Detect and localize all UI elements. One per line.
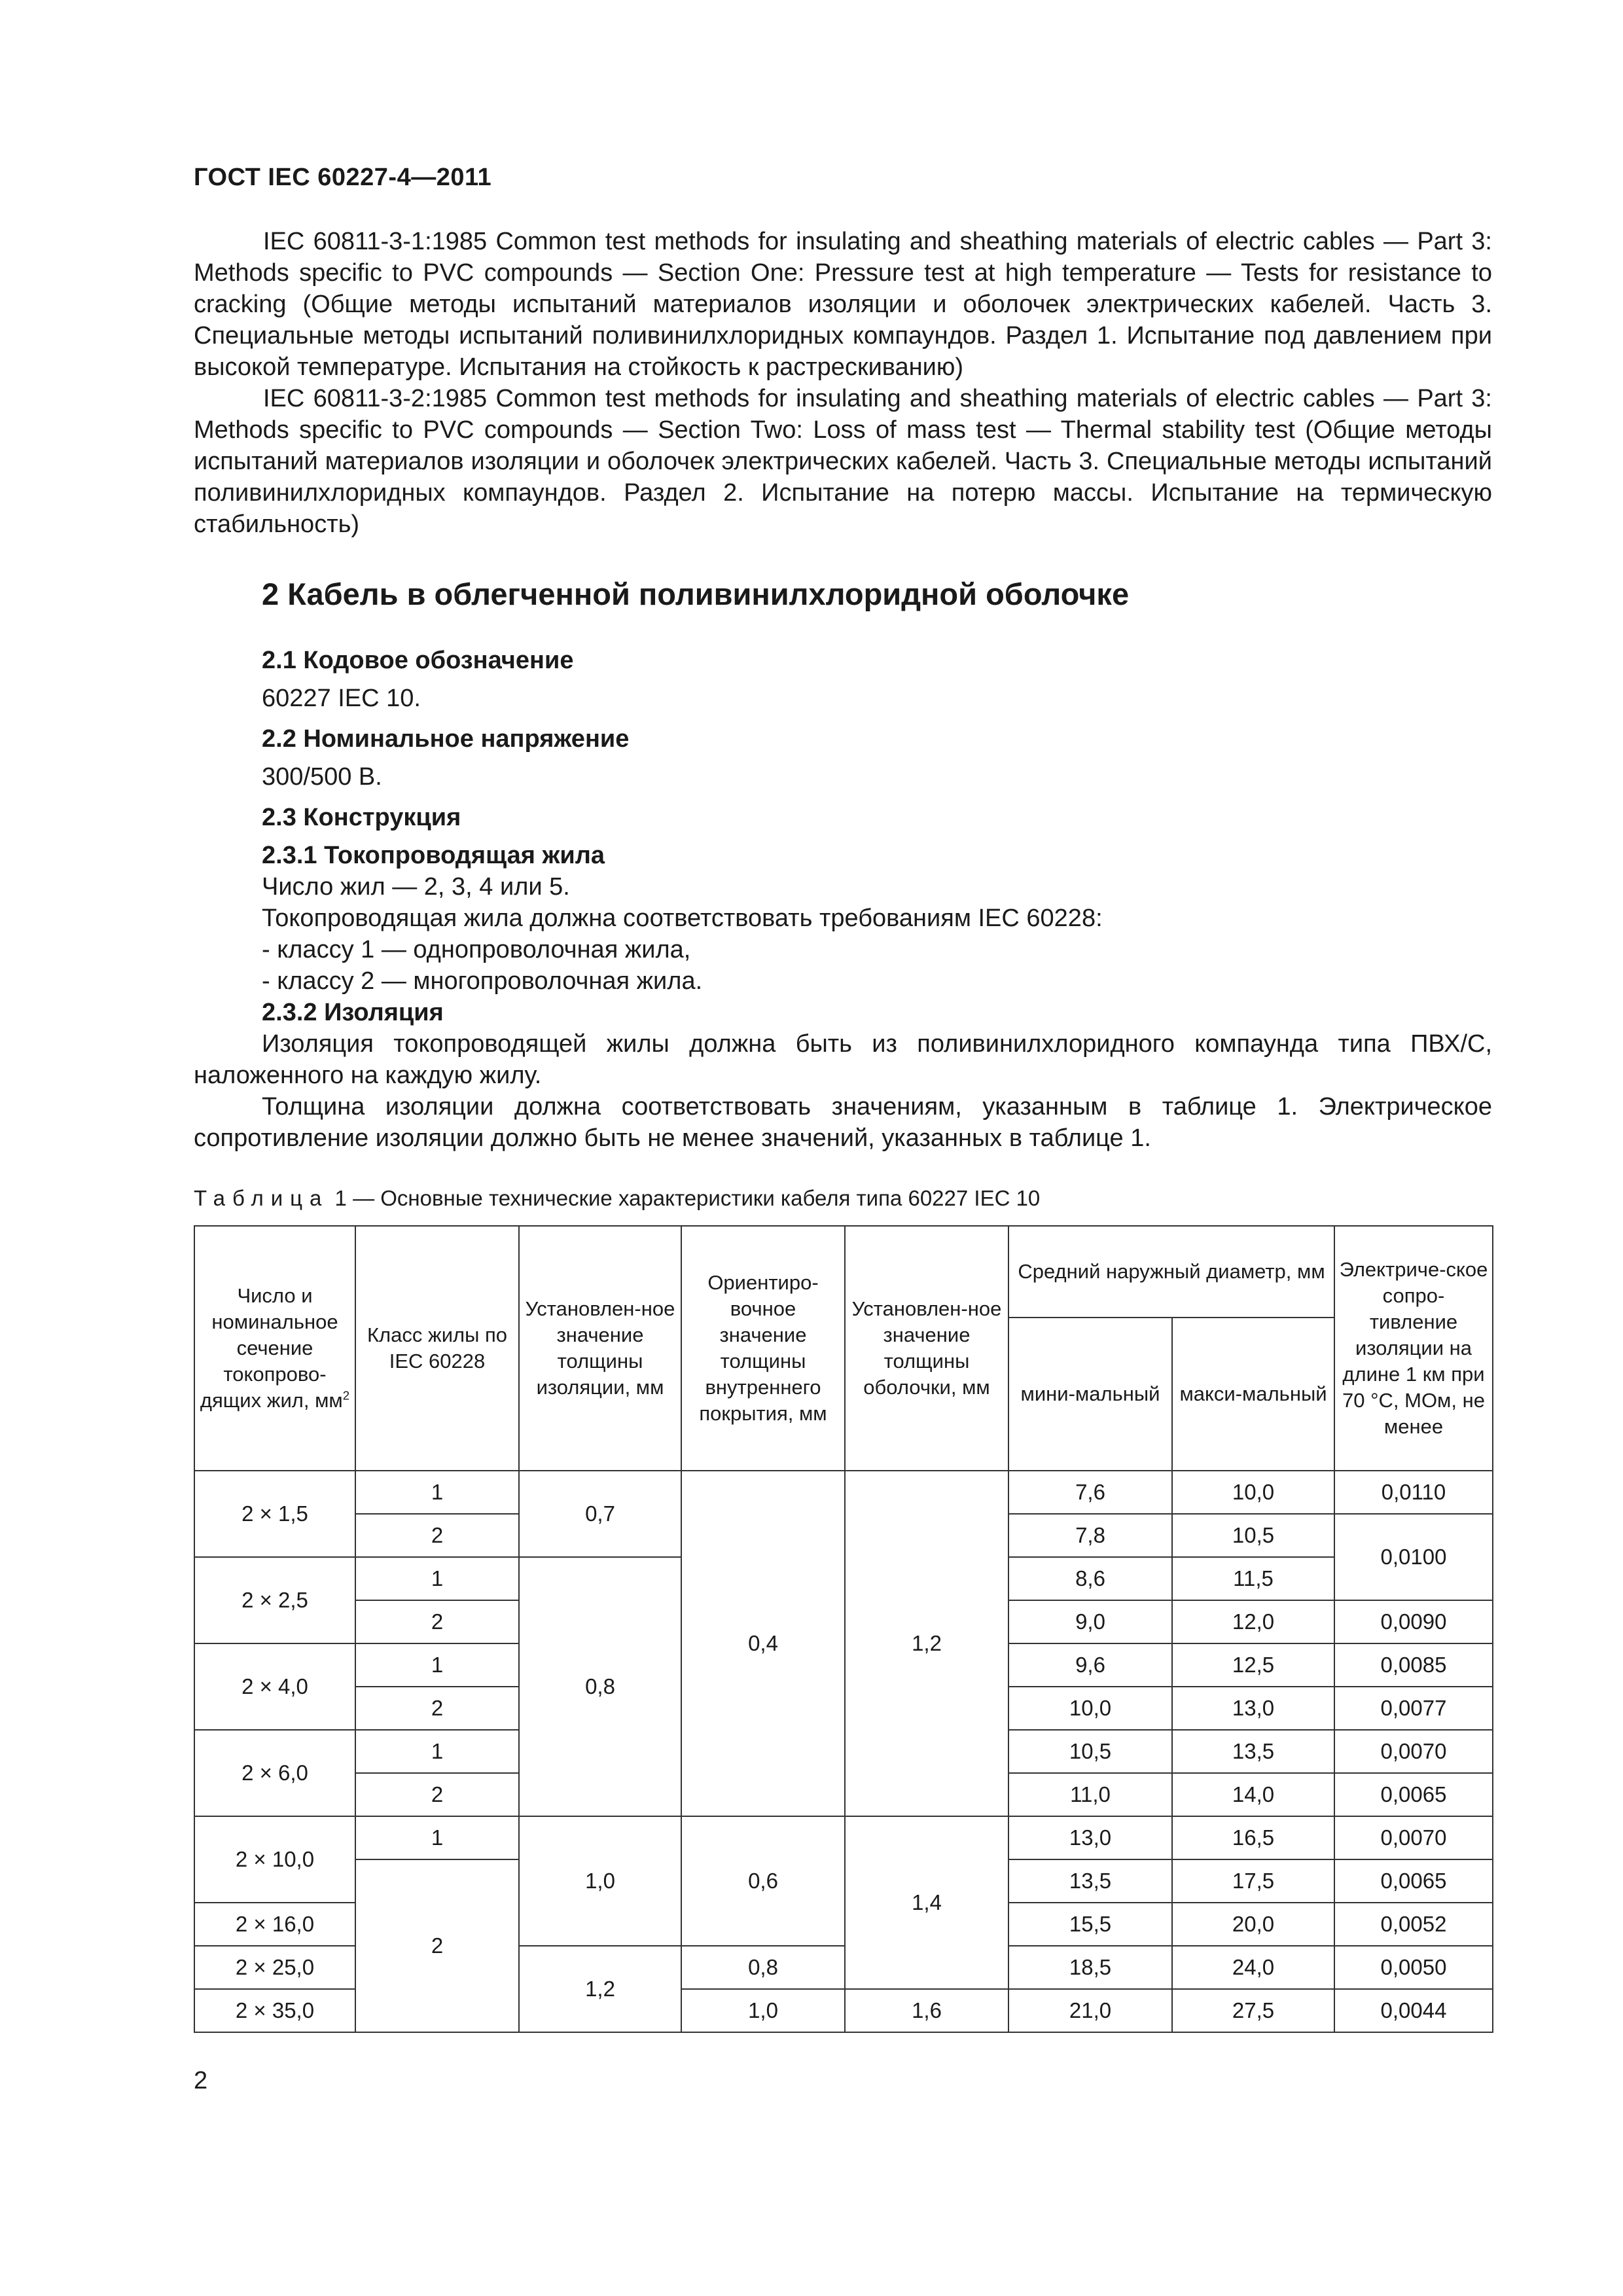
table-cell: 0,7 [519, 1471, 681, 1557]
table-cell: 1,4 [845, 1816, 1008, 1989]
paragraph: Толщина изоляции должна соответствовать значениям, указанным в таблице 1. Электрическое сопротивление изоляции должно быть не менее значений, указанных в таблице 1. [194, 1093, 1492, 1152]
table-cell: 24,0 [1172, 1946, 1334, 1989]
subsection-text: 300/500 В. [262, 763, 382, 791]
table-cell: 2 [355, 1514, 519, 1557]
document-header: ГОСТ IEC 60227-4—2011 [194, 164, 492, 191]
subsection-text: 60227 IEC 10. [262, 685, 421, 712]
subsection-heading: 2.3.1 Токопроводящая жила [262, 842, 605, 869]
table-cell: 0,0065 [1334, 1773, 1493, 1816]
table-cell: 10,0 [1008, 1687, 1172, 1730]
header-cell: Класс жилы по IEC 60228 [355, 1226, 519, 1471]
table-cell: 13,5 [1172, 1730, 1334, 1773]
table-cell: 0,8 [519, 1557, 681, 1816]
table-cell: 2 × 16,0 [194, 1903, 355, 1946]
header-superscript: 2 [342, 1388, 350, 1403]
table-cell: 11,0 [1008, 1773, 1172, 1816]
spec-table [194, 1225, 1493, 2033]
header-cell: мини-мальный [1008, 1318, 1172, 1471]
table-cell: 21,0 [1008, 1989, 1172, 2032]
table-cell: 0,0070 [1334, 1730, 1493, 1773]
header-cell: Установлен-ное значение толщины оболочки, мм [845, 1226, 1008, 1471]
table-cell: 9,6 [1008, 1643, 1172, 1687]
reference-item: IEC 60811-3-1:1985 Common test methods for insulating and sheathing materials of electric cables — Part 3: Methods specific to PVC compounds — Section One: Pressure test at high temperature — Tests for resistance to cracking (Общие методы испытаний материалов изоляции и оболочек электрических кабелей. Часть 3. Специальные методы испытаний поливинилхлоридных компаундов. Раздел 1. Испытание под давлением при высокой температуре. Испытания на стойкость к растрескиванию) [194, 228, 1492, 381]
table-cell: 7,6 [1008, 1471, 1172, 1514]
table-cell: 20,0 [1172, 1903, 1334, 1946]
table-cell: 1,2 [519, 1946, 681, 2032]
subsection-text: Токопроводящая жила должна соответствовать требованиям IEC 60228: [262, 905, 1103, 932]
table-cell: 17,5 [1172, 1859, 1334, 1903]
table-cell: 11,5 [1172, 1557, 1334, 1600]
table-caption-text: 1 — Основные технические характеристики кабеля типа 60227 IEC 10 [329, 1186, 1041, 1210]
table-cell: 14,0 [1172, 1773, 1334, 1816]
table-cell: 0,0085 [1334, 1643, 1493, 1687]
table-cell: 1,0 [681, 1989, 845, 2032]
table-cell: 13,0 [1008, 1816, 1172, 1859]
subsection-heading: 2.1 Кодовое обозначение [262, 647, 574, 674]
table-cell: 10,5 [1008, 1730, 1172, 1773]
table-cell: 0,0044 [1334, 1989, 1493, 2032]
table-row [194, 1471, 1493, 1514]
table-cell: 0,8 [681, 1946, 845, 1989]
section-content [194, 645, 1492, 1154]
table-cell: 2 [355, 1687, 519, 1730]
table-cell: 2 × 25,0 [194, 1946, 355, 1989]
table-cell: 15,5 [1008, 1903, 1172, 1946]
header-cell [194, 1226, 355, 1471]
header-cell: Средний наружный диаметр, мм [1008, 1226, 1334, 1318]
table-cell: 18,5 [1008, 1946, 1172, 1989]
subsection-heading: 2.2 Номинальное напряжение [262, 725, 630, 753]
table-cell: 0,0050 [1334, 1946, 1493, 1989]
table-cell: 13,0 [1172, 1687, 1334, 1730]
table-cell: 1,6 [845, 1989, 1008, 2032]
header-cell: макси-мальный [1172, 1318, 1334, 1471]
table-cell: 1 [355, 1643, 519, 1687]
header-text: Число и номинальное сечение токопрово-дящих жил, мм [200, 1284, 343, 1412]
table-cell: 8,6 [1008, 1557, 1172, 1600]
list-item: - классу 1 — однопроволочная жила, [262, 936, 691, 963]
table-cell: 1 [355, 1816, 519, 1859]
table-cell: 1,0 [519, 1816, 681, 1946]
table-cell: 2 × 2,5 [194, 1557, 355, 1643]
section-title: 2 Кабель в облегченной поливинилхлоридной оболочке [262, 577, 1130, 611]
subsection-heading: 2.3.2 Изоляция [262, 999, 444, 1026]
paragraph: Изоляция токопроводящей жилы должна быть из поливинилхлоридного компаунда типа ПВХ/С, наложенного на каждую жилу. [194, 1030, 1492, 1089]
normative-references [194, 226, 1492, 540]
table-cell: 0,6 [681, 1816, 845, 1946]
table-cell: 2 [355, 1600, 519, 1643]
table-cell: 0,4 [681, 1471, 845, 1816]
table-cell: 1 [355, 1730, 519, 1773]
header-cell: Ориентиро-вочное значение толщины внутреннего покрытия, мм [681, 1226, 845, 1471]
table-caption [194, 1186, 1040, 1211]
header-cell: Электриче-ское сопро-тивление изоляции на длине 1 км при 70 °С, МОм, не менее [1334, 1226, 1493, 1471]
page-number: 2 [194, 2067, 208, 2094]
table-cell: 13,5 [1008, 1859, 1172, 1903]
table-cell: 2 [355, 1773, 519, 1816]
table-cell: 2 × 35,0 [194, 1989, 355, 2032]
table-cell: 10,0 [1172, 1471, 1334, 1514]
table-cell: 0,0065 [1334, 1859, 1493, 1903]
header-cell: Установлен-ное значение толщины изоляции, мм [519, 1226, 681, 1471]
subsection-text: Число жил — 2, 3, 4 или 5. [262, 873, 570, 901]
table-cell: 7,8 [1008, 1514, 1172, 1557]
table-cell: 0,0100 [1334, 1514, 1493, 1600]
table-cell: 2 × 10,0 [194, 1816, 355, 1903]
table-cell: 9,0 [1008, 1600, 1172, 1643]
table-row [194, 1816, 1493, 1859]
table-cell: 1 [355, 1471, 519, 1514]
table-cell: 12,5 [1172, 1643, 1334, 1687]
list-item: - классу 2 — многопроволочная жила. [262, 967, 703, 995]
table-cell: 10,5 [1172, 1514, 1334, 1557]
table-caption-word: Таблица [194, 1186, 329, 1210]
table-cell: 0,0052 [1334, 1903, 1493, 1946]
table-cell: 27,5 [1172, 1989, 1334, 2032]
table-cell: 1,2 [845, 1471, 1008, 1816]
reference-item: IEC 60811-3-2:1985 Common test methods for insulating and sheathing materials of electric cables — Part 3: Methods specific to PVC compounds — Section Two: Loss of mass test — Thermal stability test (Общие методы испытаний материалов изоляции и оболочек электрических кабелей. Часть 3. Специальные методы испытаний поливинилхлоридных компаундов. Раздел 2. Испытание на потерю массы. Испытание на термическую стабильность) [194, 385, 1492, 538]
subsection-heading: 2.3 Конструкция [262, 804, 461, 831]
table-cell: 12,0 [1172, 1600, 1334, 1643]
table-cell: 2 [355, 1859, 519, 2032]
table-cell: 2 × 4,0 [194, 1643, 355, 1730]
table-cell: 1 [355, 1557, 519, 1600]
table-cell: 2 × 6,0 [194, 1730, 355, 1816]
table-cell: 0,0110 [1334, 1471, 1493, 1514]
table-cell: 16,5 [1172, 1816, 1334, 1859]
table-cell: 0,0077 [1334, 1687, 1493, 1730]
table-cell: 2 × 1,5 [194, 1471, 355, 1557]
table-cell: 0,0090 [1334, 1600, 1493, 1643]
table-cell: 0,0070 [1334, 1816, 1493, 1859]
